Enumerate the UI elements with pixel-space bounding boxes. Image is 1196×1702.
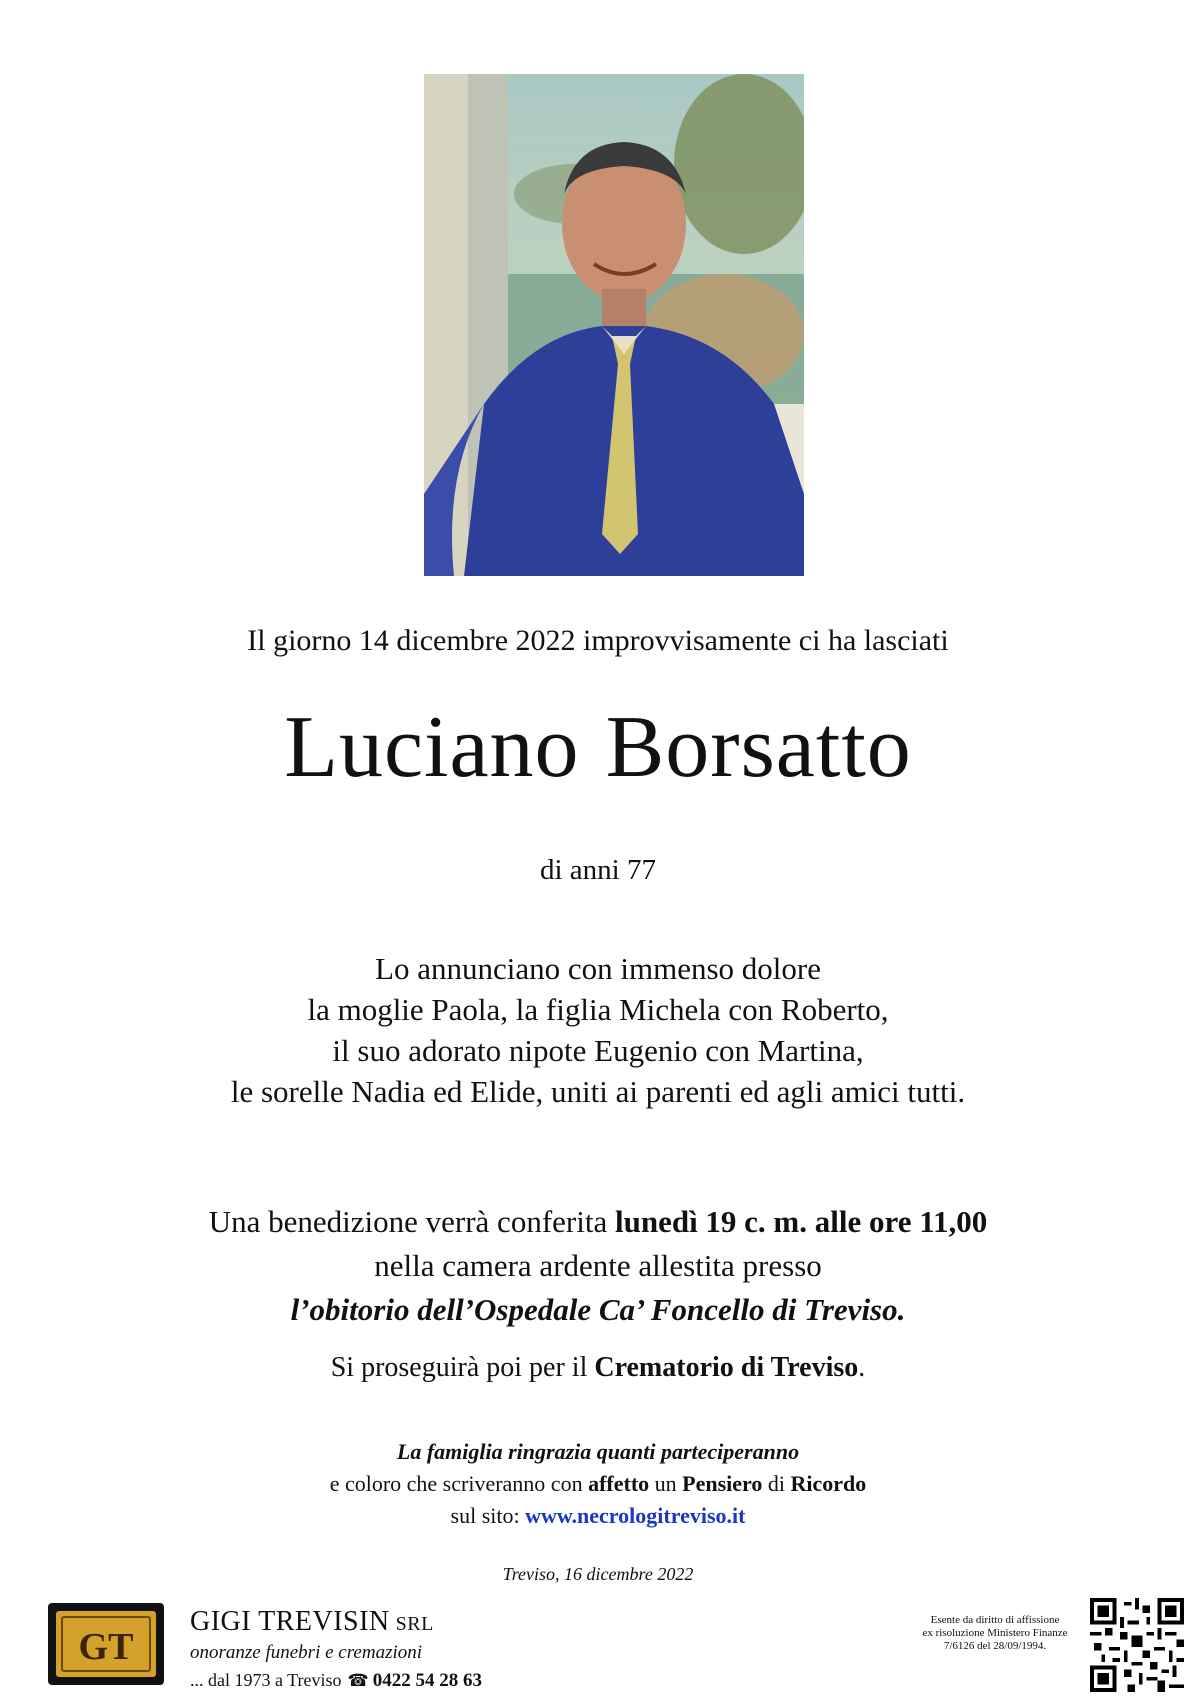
first-name: Luciano (284, 699, 580, 796)
age-text: di anni 77 (540, 854, 656, 886)
continuation-text (0, 1352, 1196, 1384)
announcement-line: il suo adorato nipote Eugenio con Martina, (332, 1033, 864, 1068)
deceased-name (0, 700, 1196, 797)
continuation-pre: Si proseguirà poi per il (330, 1352, 595, 1383)
company-tagline: onoranze funebri e cremazioni (190, 1642, 423, 1663)
place-date: Treviso, 16 dicembre 2022 (502, 1564, 694, 1584)
ceremony-block (0, 1200, 1196, 1332)
thanks-bold: Ricordo (790, 1471, 867, 1496)
announcement-block (0, 948, 1196, 1112)
thanks-bold: Pensiero (682, 1471, 763, 1496)
thanks-bold: affetto (588, 1471, 650, 1496)
exemption-line: 7/6126 del 28/09/1994. (943, 1640, 1047, 1652)
ceremony-datetime: lunedì 19 c. m. alle ore 11,00 (614, 1204, 988, 1239)
ceremony-text: Una benedizione verrà conferita (208, 1204, 615, 1239)
phone-icon: ☎ (347, 1671, 369, 1690)
announcement-line: la moglie Paola, la figlia Michela con Roberto, (307, 992, 889, 1027)
site-label: sul sito: (450, 1503, 526, 1528)
company-suffix: SRL (395, 1613, 434, 1635)
thanks-text: e coloro che scriveranno con (329, 1471, 589, 1496)
thanks-text: un (649, 1471, 683, 1496)
thanks-line (0, 1468, 1196, 1500)
last-name: Borsatto (605, 699, 912, 796)
ceremony-place: l’obitorio dell’Ospedale Ca’ Foncello di Treviso. (290, 1292, 906, 1327)
exemption-line: Esente da diritto di affissione (930, 1614, 1060, 1626)
crematorium-name: Crematorio di Treviso (594, 1352, 859, 1383)
death-notice-intro: Il giorno 14 dicembre 2022 improvvisamente ci ha lasciati (247, 624, 949, 657)
thanks-line: La famiglia ringrazia quanti parteciperanno (396, 1439, 800, 1464)
company-name (190, 1606, 482, 1638)
ceremony-line (0, 1200, 1196, 1244)
thanks-line (0, 1500, 1196, 1532)
company-name-text: GIGI TREVISIN (190, 1606, 390, 1637)
website-link[interactable]: www.necrologitreviso.it (525, 1503, 746, 1528)
exemption-note (870, 1614, 1120, 1653)
continuation-post: . (858, 1352, 866, 1383)
company-since (190, 1670, 482, 1692)
deceased-portrait (424, 74, 804, 576)
exemption-line: ex risoluzione Ministero Finanze (922, 1627, 1068, 1639)
ceremony-line: nella camera ardente allestita presso (374, 1248, 822, 1283)
announcement-line: le sorelle Nadia ed Elide, uniti ai parenti ed agli amici tutti. (230, 1074, 966, 1109)
qr-code-icon[interactable] (1090, 1598, 1184, 1692)
since-text: ... dal 1973 a Treviso (190, 1670, 342, 1690)
company-block (190, 1606, 482, 1692)
announcement-line: Lo annunciano con immenso dolore (375, 951, 821, 986)
thanks-text: di (762, 1471, 791, 1496)
phone-number: 0422 54 28 63 (372, 1670, 482, 1691)
gt-logo-icon (48, 1603, 164, 1685)
thanks-block (0, 1436, 1196, 1532)
svg-text:GT: GT (78, 1626, 134, 1668)
